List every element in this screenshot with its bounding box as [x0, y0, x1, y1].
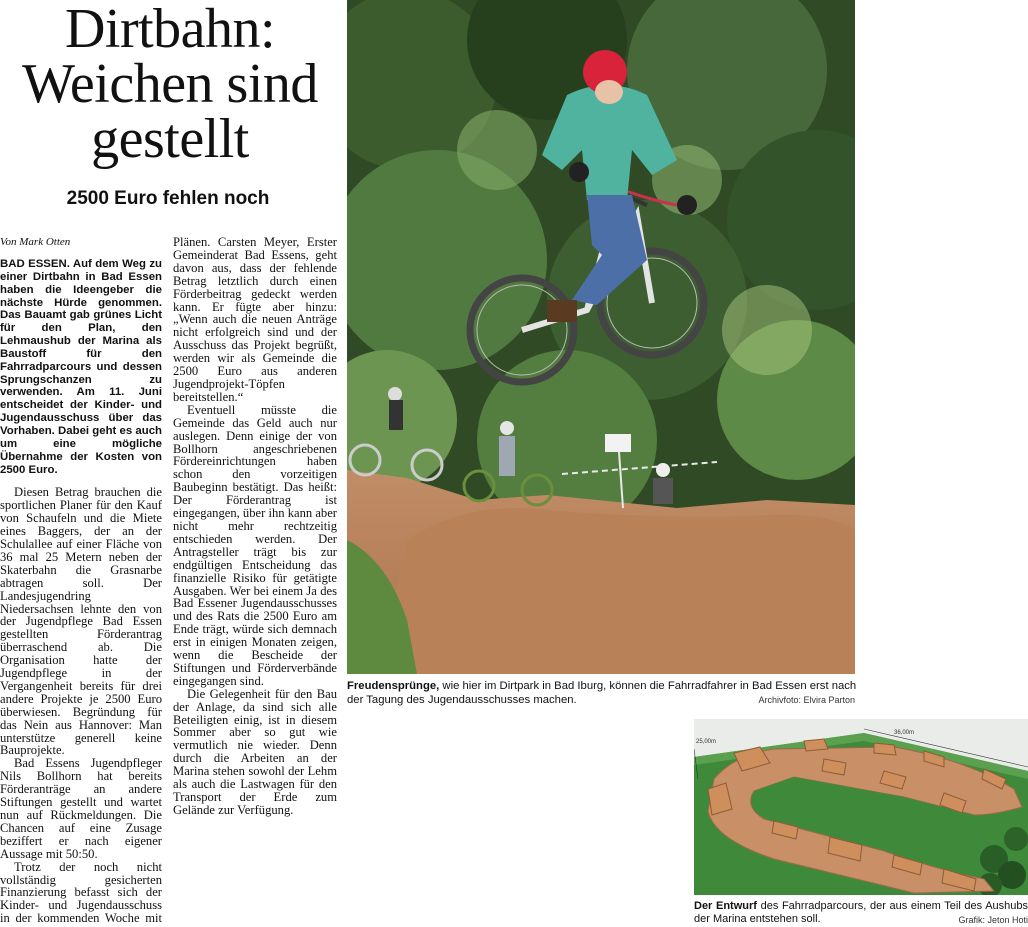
text-column-2: [173, 236, 337, 926]
paragraph-2: Bad Essens Jugendpfleger Nils Bollhorn hat bereits Förderanträge an andere Stiftungen gestellt und wartet nun auf Rückmeldungen. Die Chancen auf eine Zusage beziffert er nach eigener Aussage mit 50:50.: [0, 756, 162, 861]
dimension-width-label: 36,00m: [894, 730, 915, 736]
graphic-credit: Grafik: Jeton Hoti: [958, 915, 1028, 925]
sign: [605, 434, 631, 452]
byline: Von Mark Otten: [0, 236, 71, 248]
paragraph-3-cont: Plänen. Carsten Meyer, Erster Gemeinderat Bad Essens, geht davon aus, dass der fehlende Betrag letztlich durch einen Förderbeitrag gedeckt werden kann. Er fügte aber hinzu: „Wenn auch die neuen Anträge nicht erfolgreich sind und der Ausschuss das Projekt begrüßt, werden wir als Gemeinde die 2500 Euro aus anderen Jugendprojekt-Töpfen bereitstellen.“: [173, 236, 337, 404]
paragraph-4: Eventuell müsste die Gemeinde das Geld auch nur auslegen. Denn einige der von Bollhorn angeschriebenen Fördereinrichtungen haben schon den vorzeitigen Baubeginn bestätigt. Das heißt: Der Förderantrag ist eingegangen, über ihn kann aber nicht mehr rechtzeitig entschieden werden. Der Antragsteller trägt bis zur endgültigen Entscheidung das finanzielle Risiko für getätigte Ausgaben. Wer bei einem Ja des Bad Essener Jugendausschusses und des Rats die 2500 Euro am Ende trägt, würde sich demnach erst in einigen Monaten zeigen, wenn die Bescheide der Stiftungen und Förderverbände eingegangen sind.: [173, 402, 337, 688]
subheadline: 2500 Euro fehlen noch: [66, 188, 270, 209]
text-column-1: [0, 236, 162, 926]
paragraph-5: Die Gelegenheit für den Bau der Anlage, da sind sich alle Beteiligten einig, ist in diesem Sommer aber so gut wie vermutlich nie wieder. Denn durch die Arbeiten an der Marina stehen sowohl der Lehm als auch die Lastwagen für den Transport der Erde zum Gelände zur Verfügung.: [173, 686, 337, 817]
parcours-3d-plan: [694, 719, 1028, 895]
parcours-design-graphic: [694, 719, 1028, 895]
paragraph-1: Diesen Betrag brauchen die sportlichen Planer für den Kauf von Schaufeln und die Miete eines Baggers, der an der Schulallee auf einer Fläche von 36 mal 25 Metern neben der Skaterbahn die Grasnarbe abtragen soll. Der Landesjugendring Niedersachsen lehnte den von der Jugendpflege Bad Essen gestellten Förderantrag überraschend ab. Die Organisation hatte der Jugendpflege in der Vergangenheit bereits für drei andere Projekte je 2500 Euro überwiesen. Begründung für das Nein aus Hannover: Man unterstütze generell keine Bauprojekte.: [0, 485, 162, 758]
headline: Dirtbahn: Weichen sind gestellt: [22, 0, 318, 170]
paragraph-3: Trotz der noch nicht vollständig gesicherten Finanzierung befasst sich der Kinder- und Jugendausschuss in der kommenden Woche mit: [0, 859, 162, 926]
photo-caption-bold: Freudensprünge,: [347, 680, 440, 692]
photo-credit: Archivfoto: Elvira Parton: [758, 695, 855, 705]
text-column-2-flow: [173, 236, 337, 817]
photo-caption-text: wie hier im Dirtpark in Bad Iburg, können die Fahrradfahrer in Bad Essen erst nach der Tagung des Jugendausschusses machen.: [347, 680, 857, 706]
lead-paragraph: BAD ESSEN. Auf dem Weg zu einer Dirtbahn in Bad Essen haben die Ideengeber die nächste Hürde genommen. Das Bauamt gab grünes Licht für den Plan, den Lehmaushub der Marina als Baustoff für den Fahrradparcours und dessen Sprungschanzen zu verwenden. Am 11. Juni entscheidet der Kinder- und Jugendausschuss über das Vorhaben. Dabei geht es auch um eine mögliche Übernahme der Kosten von 2500 Euro.: [0, 258, 162, 476]
dimension-depth-label: 25,00m: [696, 739, 717, 745]
photo-illustration: [347, 0, 855, 674]
graphic-caption-text: des Fahrradparcours, der aus einem Teil des Aushubs der Marina entstehen soll.: [694, 900, 1028, 925]
graphic-caption-bold: Der Entwurf: [694, 900, 757, 912]
bmx-jump-photo: [347, 0, 855, 674]
